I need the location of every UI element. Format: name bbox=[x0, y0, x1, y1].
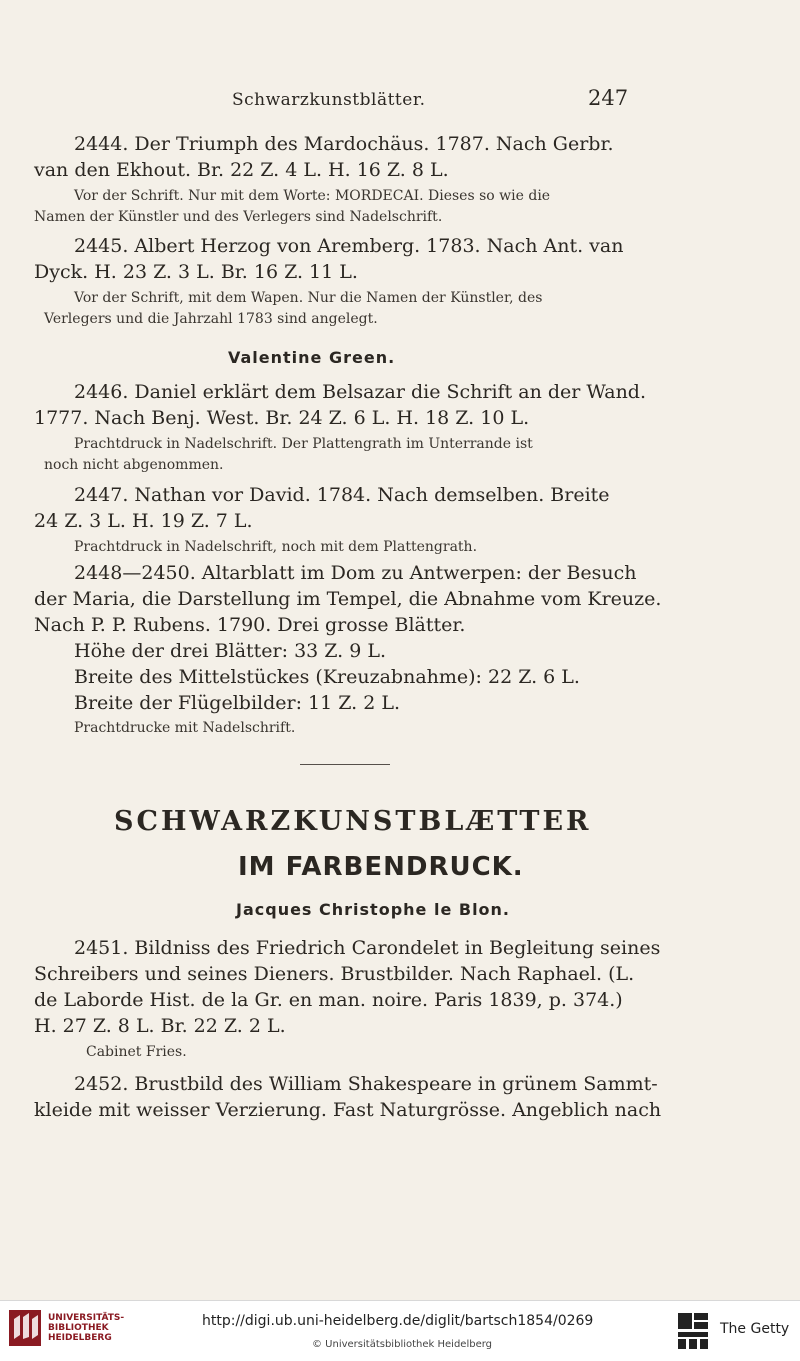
entry-2447-line2: 24 Z. 3 L. H. 19 Z. 7 L. bbox=[34, 510, 253, 532]
library-name: UNIVERSITÄTS- BIBLIOTHEK HEIDELBERG bbox=[48, 1313, 125, 1343]
entry-2451-line2: Schreibers und seines Dieners. Brustbilder. Nach Raphael. (L. bbox=[34, 963, 635, 985]
university-library-logo-icon bbox=[8, 1309, 42, 1347]
entry-2445-line2: Dyck. H. 23 Z. 3 L. Br. 16 Z. 11 L. bbox=[34, 261, 358, 283]
display-title: SCHWARZKUNSTBLÆTTER bbox=[114, 806, 592, 837]
entry-2444-line1: 2444. Der Triumph des Mardochäus. 1787. Nach Gerbr. bbox=[74, 133, 614, 155]
entry-2445-line1: 2445. Albert Herzog von Aremberg. 1783. Nach Ant. van bbox=[74, 235, 624, 257]
note-2447: Prachtdruck in Nadelschrift, noch mit dem Plattengrath. bbox=[74, 539, 478, 555]
section-heading-le-blon: Jacques Christophe le Blon. bbox=[236, 900, 511, 919]
note-2445-line2: Verlegers und die Jahrzahl 1783 sind angelegt. bbox=[44, 311, 378, 327]
section-divider bbox=[300, 764, 390, 765]
display-subtitle: IM FARBENDRUCK. bbox=[238, 852, 524, 882]
entry-2448-line3: Nach P. P. Rubens. 1790. Drei grosse Blätter. bbox=[34, 614, 466, 636]
note-2451: Cabinet Fries. bbox=[86, 1044, 187, 1060]
page-number: 247 bbox=[588, 86, 629, 110]
entry-2448-line5: Breite des Mittelstückes (Kreuzabnahme): 22 Z. 6 L. bbox=[74, 666, 580, 688]
entry-2448-line1: 2448—2450. Altarblatt im Dom zu Antwerpen: der Besuch bbox=[74, 562, 637, 584]
entry-2446-line1: 2446. Daniel erklärt dem Belsazar die Schrift an der Wand. bbox=[74, 381, 647, 403]
entry-2448-line6: Breite der Flügelbilder: 11 Z. 2 L. bbox=[74, 692, 400, 714]
getty-label: The Getty bbox=[720, 1321, 790, 1337]
entry-2448-line4: Höhe der drei Blätter: 33 Z. 9 L. bbox=[74, 640, 387, 662]
entry-2451-line1: 2451. Bildniss des Friedrich Carondelet in Begleitung seines bbox=[74, 937, 661, 959]
entry-2447-line1: 2447. Nathan vor David. 1784. Nach demselben. Breite bbox=[74, 484, 610, 506]
note-2448: Prachtdrucke mit Nadelschrift. bbox=[74, 720, 296, 736]
running-header: Schwarzkunstblätter. bbox=[232, 90, 426, 110]
getty-logo-icon bbox=[676, 1311, 710, 1351]
copyright-notice: © Universitätsbibliothek Heidelberg bbox=[312, 1339, 493, 1350]
entry-2448-line2: der Maria, die Darstellung im Tempel, die Abnahme vom Kreuze. bbox=[34, 588, 662, 610]
note-2444-line2: Namen der Künstler und des Verlegers sind Nadelschrift. bbox=[34, 209, 443, 225]
entry-2451-line4: H. 27 Z. 8 L. Br. 22 Z. 2 L. bbox=[34, 1015, 286, 1037]
entry-2452-line1: 2452. Brustbild des William Shakespeare in grünem Sammt- bbox=[74, 1073, 658, 1095]
permalink-url[interactable]: http://digi.ub.uni-heidelberg.de/diglit/bartsch1854/0269 bbox=[202, 1313, 594, 1329]
entry-2446-line2: 1777. Nach Benj. West. Br. 24 Z. 6 L. H. 18 Z. 10 L. bbox=[34, 407, 530, 429]
note-2444-line1: Vor der Schrift. Nur mit dem Worte: MORDECAI. Dieses so wie die bbox=[74, 188, 551, 204]
note-2446-line2: noch nicht abgenommen. bbox=[44, 457, 224, 473]
viewer-footer bbox=[0, 1300, 800, 1361]
entry-2452-line2: kleide mit weisser Verzierung. Fast Naturgrösse. Angeblich nach bbox=[34, 1099, 662, 1121]
entry-2451-line3: de Laborde Hist. de la Gr. en man. noire. Paris 1839, p. 374.) bbox=[34, 989, 623, 1011]
entry-2444-line2: van den Ekhout. Br. 22 Z. 4 L. H. 16 Z. 8 L. bbox=[34, 159, 449, 181]
section-heading-valentine-green: Valentine Green. bbox=[228, 348, 396, 367]
note-2445-line1: Vor der Schrift, mit dem Wapen. Nur die Namen der Künstler, des bbox=[74, 290, 543, 306]
note-2446-line1: Prachtdruck in Nadelschrift. Der Plattengrath im Unterrande ist bbox=[74, 436, 533, 452]
